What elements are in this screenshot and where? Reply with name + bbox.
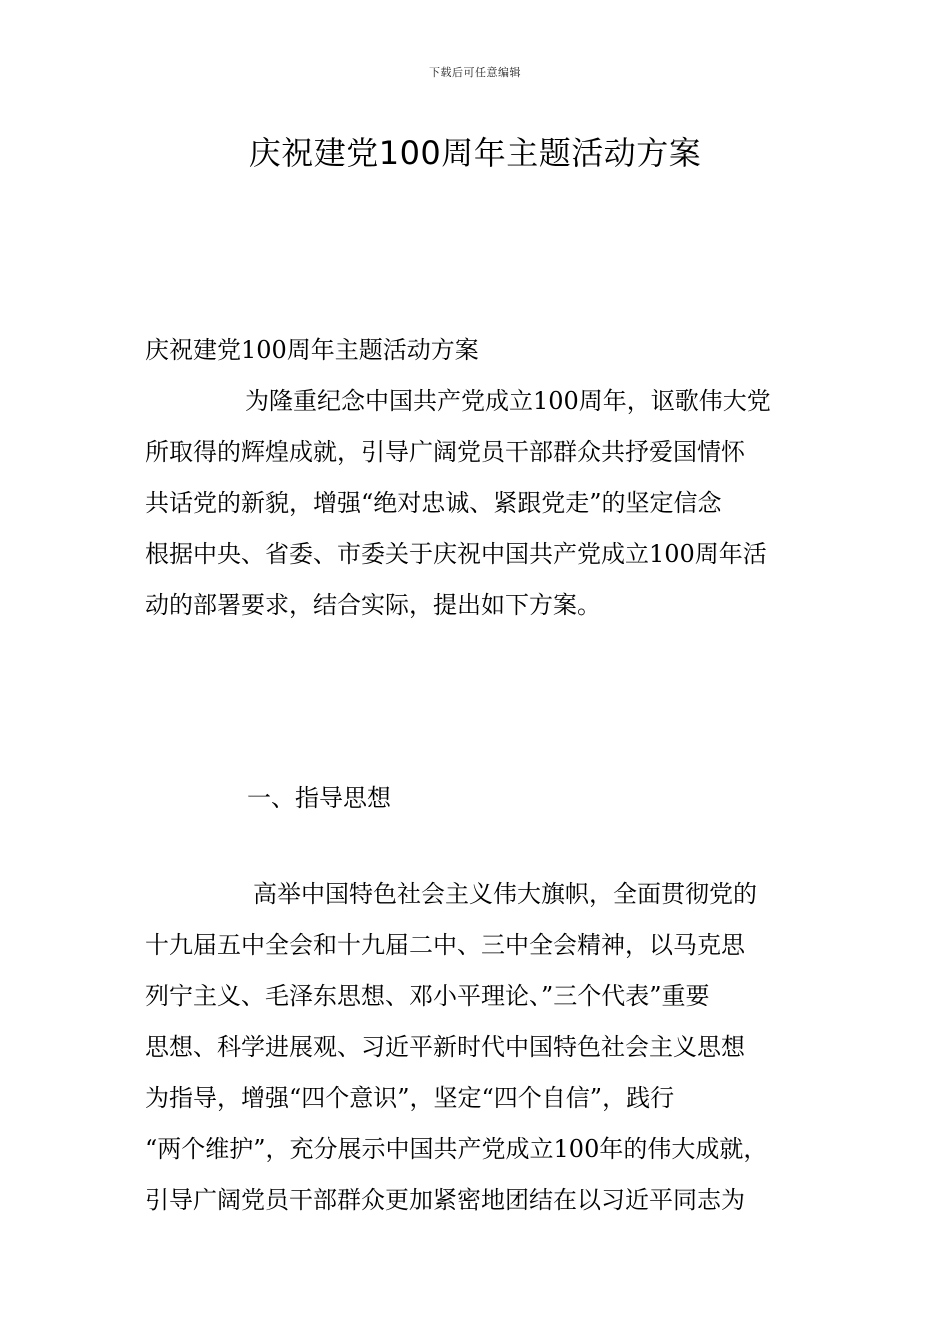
document-subtitle: 庆祝建党100周年主题活动方案 (145, 336, 479, 364)
section-heading: 一、指导思想 (247, 784, 391, 812)
paragraph-line: 为隆重纪念中国共产党成立100周年，讴歌伟大党 (245, 387, 771, 415)
paragraph-line: 根据中央、省委、市委关于庆祝中国共产党成立100周年活 (145, 540, 767, 568)
section-paragraph (145, 869, 825, 1226)
paragraph-line: 高举中国特色社会主义伟大旗帜，全面贯彻党的 (253, 880, 757, 908)
intro-paragraph (145, 376, 825, 631)
paragraph-line: 引导广阔党员干部群众更加紧密地团结在以习近平同志为 (145, 1186, 745, 1214)
paragraph-line: 所取得的辉煌成就，引导广阔党员干部群众共抒爱国情怀 (145, 438, 745, 466)
document-title: 庆祝建党100周年主题活动方案 (248, 134, 702, 172)
paragraph-line: 思想、科学进展观、习近平新时代中国特色社会主义思想 (145, 1033, 745, 1061)
paragraph-line: “两个维护”，充分展示中国共产党成立100年的伟大成就， (145, 1135, 768, 1163)
paragraph-line: 为指导，增强“四个意识”，坚定“四个自信”，践行 (145, 1084, 675, 1112)
paragraph-line: 共话党的新貌，增强“绝对忠诚、紧跟党走”的坚定信念 (145, 489, 722, 517)
header-note: 下载后可任意编辑 (429, 66, 521, 79)
paragraph-line: 列宁主义、毛泽东思想、邓小平理论、”三个代表”重要 (145, 982, 710, 1010)
paragraph-line: 十九届五中全会和十九届二中、三中全会精神，以马克思 (145, 931, 745, 959)
paragraph-line: 动的部署要求，结合实际，提出如下方案。 (145, 591, 601, 619)
